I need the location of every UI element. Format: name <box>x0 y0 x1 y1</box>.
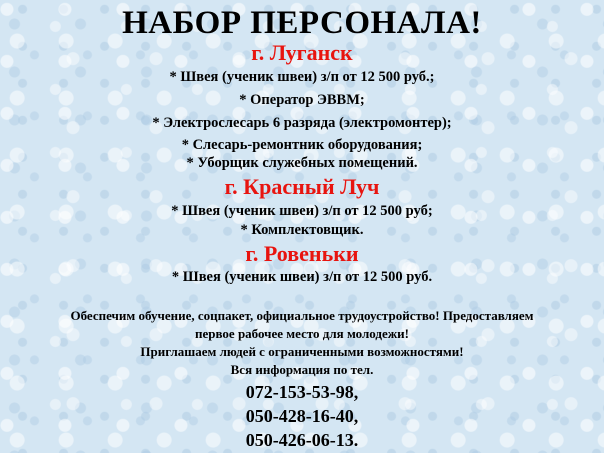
benefits-text-continued: первое рабочее место для молодежи! <box>195 326 409 341</box>
position-item: * Слесарь-ремонтник оборудования; <box>181 137 423 153</box>
phone-number: 072-153-53-98, <box>245 382 359 402</box>
position-item: * Швея (ученик швеи) з/п от 12 500 руб.; <box>169 69 435 85</box>
position-item: * Оператор ЭВВМ; <box>239 92 365 108</box>
position-item: * Швея (ученик швеи) з/п от 12 500 руб. <box>171 269 433 285</box>
invitation-text: Приглашаем людей с ограниченными возможностями! <box>140 344 464 359</box>
city-heading-lugansk: г. Луганск <box>251 40 353 65</box>
phone-number: 050-428-16-40, <box>245 406 359 426</box>
position-item: * Швея (ученик швеи) з/п от 12 500 руб; <box>171 203 433 219</box>
position-item: * Уборщик служебных помещений. <box>186 155 418 171</box>
position-item: * Электрослесарь 6 разряда (электромонтер); <box>152 115 452 131</box>
phone-number: 050-426-06-13. <box>245 430 359 450</box>
benefits-text: Обеспечим обучение, соцпакет, официальное трудоустройство! Предоставляем <box>70 308 534 323</box>
position-item: * Комплектовщик. <box>240 222 364 238</box>
city-heading-rovenki: г. Ровеньки <box>245 241 359 266</box>
city-heading-krasny-luch: г. Красный Луч <box>224 174 380 199</box>
poster-title: НАБОР ПЕРСОНАЛА! <box>122 5 482 41</box>
contact-label: Вся информация по тел. <box>230 362 374 377</box>
